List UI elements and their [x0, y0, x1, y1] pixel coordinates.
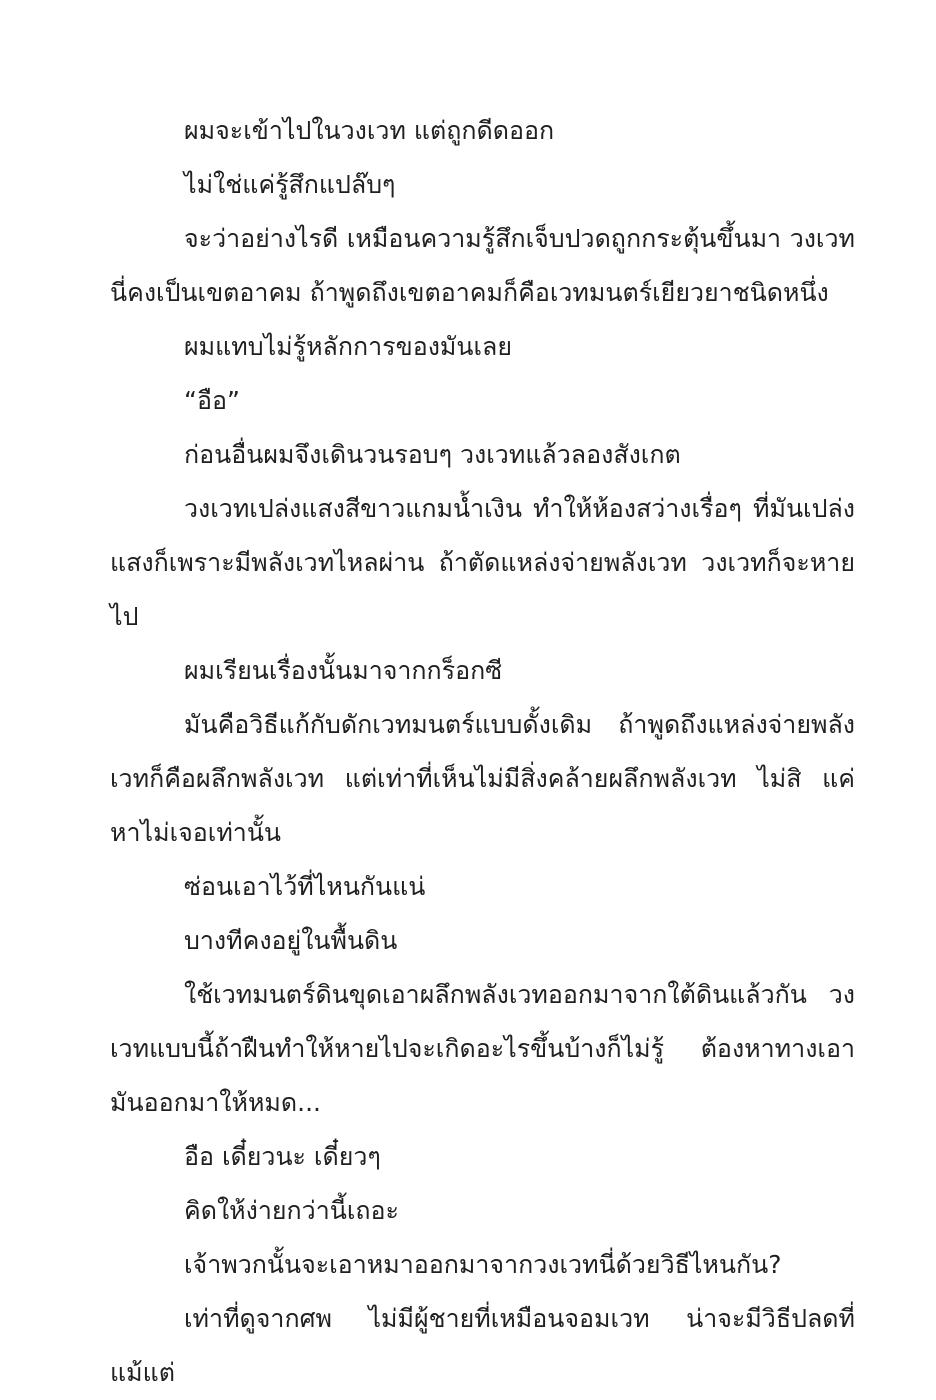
paragraph: จะว่าอย่างไรดี เหมือนความรู้สึกเจ็บปวดถูกกระตุ้นขึ้นมา วงเวทนี่คงเป็นเขตอาคม ถ้าพูดถึงเขตอาคมก็คือเวทมนตร์เยียวยาชนิดหนึ่ง [110, 224, 855, 307]
paragraph: เท่าที่ดูจากศพ ไม่มีผู้ชายที่เหมือนจอมเวท น่าจะมีวิธีปลดที่แม้แต่ [110, 1304, 855, 1387]
paragraph: วงเวทเปล่งแสงสีขาวแกมน้ำเงิน ทำให้ห้องสว่างเรื่อๆ ที่มันเปล่งแสงก็เพราะมีพลังเวทไหลผ่าน ถ้าตัดแหล่งจ่ายพลังเวท วงเวทก็จะหายไป [110, 494, 855, 631]
paragraph: ผมเรียนเรื่องนั้นมาจากกร็อกซี [184, 656, 503, 685]
paragraph: ไม่ใช่แค่รู้สึกแปล๊บๆ [184, 170, 396, 199]
paragraph: ใช้เวทมนตร์ดินขุดเอาผลึกพลังเวทออกมาจากใต้ดินแล้วกัน วงเวทแบบนี้ถ้าฝืนทำให้หายไปจะเกิดอะไรขึ้นบ้างก็ไม่รู้ ต้องหาทางเอามันออกมาให้หมด... [110, 980, 855, 1117]
paragraph: เจ้าพวกนั้นจะเอาหมาออกมาจากวงเวทนี่ด้วยวิธีไหนกัน? [184, 1250, 782, 1279]
paragraph: “อือ” [184, 386, 240, 415]
paragraph: อือ เดี๋ยวนะ เดี๋ยวๆ [184, 1142, 381, 1171]
paragraph: คิดให้ง่ายกว่านี้เถอะ [184, 1196, 399, 1225]
paragraph: บางทีคงอยู่ในพื้นดิน [184, 926, 398, 955]
paragraph: ผมแทบไม่รู้หลักการของมันเลย [184, 332, 513, 361]
paragraph: มันคือวิธีแก้กับดักเวทมนตร์แบบดั้งเดิม ถ้าพูดถึงแหล่งจ่ายพลังเวทก็คือผลึกพลังเวท แต่เท่าที่เห็นไม่มีสิ่งคล้ายผลึกพลังเวท ไม่สิ แค่หาไม่เจอเท่านั้น [110, 710, 855, 847]
body-text [110, 104, 855, 1400]
paragraph: ผมจะเข้าไปในวงเวท แต่ถูกดีดออก [184, 116, 555, 145]
paragraph: ก่อนอื่นผมจึงเดินวนรอบๆ วงเวทแล้วลองสังเกต [184, 440, 681, 469]
paragraph: ซ่อนเอาไว้ที่ไหนกันแน่ [184, 872, 426, 901]
